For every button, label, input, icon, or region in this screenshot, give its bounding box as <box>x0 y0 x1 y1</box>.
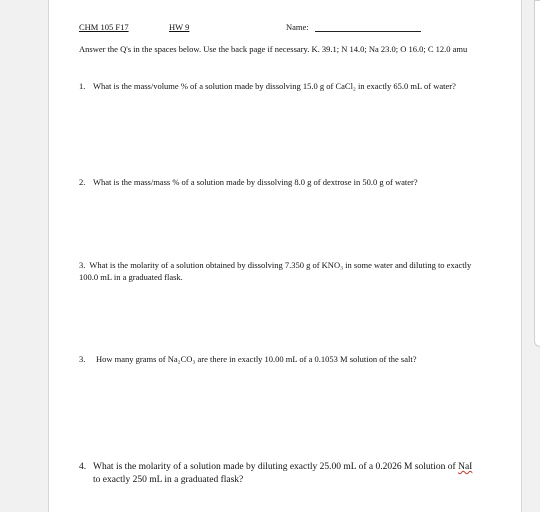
question-text-start: What is the molarity of a solution made by diluting exactly 25.00 mL of a 0.2026 M solution of <box>93 462 459 472</box>
course-code: CHM 105 F17 <box>79 22 129 32</box>
question-body <box>79 259 479 283</box>
question-text: What is the mass/mass % of a solution made by dissolving 8.0 g of dextrose in 50.0 g of water? <box>93 177 418 187</box>
question-number: 4. <box>79 462 87 472</box>
instructions: Answer the Q's in the spaces below. Use the back page if necessary. K. 39.1; N 14.0; Na 23.0; O 16.0; C 12.0 amu <box>79 44 468 54</box>
question-text-end: to exactly 250 mL in a graduated flask? <box>93 475 244 485</box>
question-text: What is the mass/volume % of a solution made by dissolving 15.0 g of CaCl₂ in exactly 65.0 mL of water? <box>93 81 456 91</box>
question-text <box>93 461 479 487</box>
question-number: 3. <box>79 354 86 364</box>
spellcheck-flagged-word[interactable]: NaI <box>458 462 473 472</box>
adjacent-page-edge <box>534 0 540 347</box>
question-number: 2. <box>79 177 86 187</box>
question-text: What is the molarity of a solution obtained by dissolving 7.350 g of KNO₃ in some water and diluting to exactly 100.0 mL in a graduated flask. <box>79 260 472 282</box>
name-blank-line[interactable] <box>315 31 421 32</box>
document-page <box>48 0 522 512</box>
question-number: 1. <box>79 81 86 91</box>
question-number: 3. <box>79 260 86 270</box>
name-label: Name: <box>286 22 309 32</box>
question-text: How many grams of Na₂CO₃ are there in exactly 10.00 mL of a 0.1053 M solution of the salt? <box>96 354 417 364</box>
homework-label: HW 9 <box>169 22 190 32</box>
